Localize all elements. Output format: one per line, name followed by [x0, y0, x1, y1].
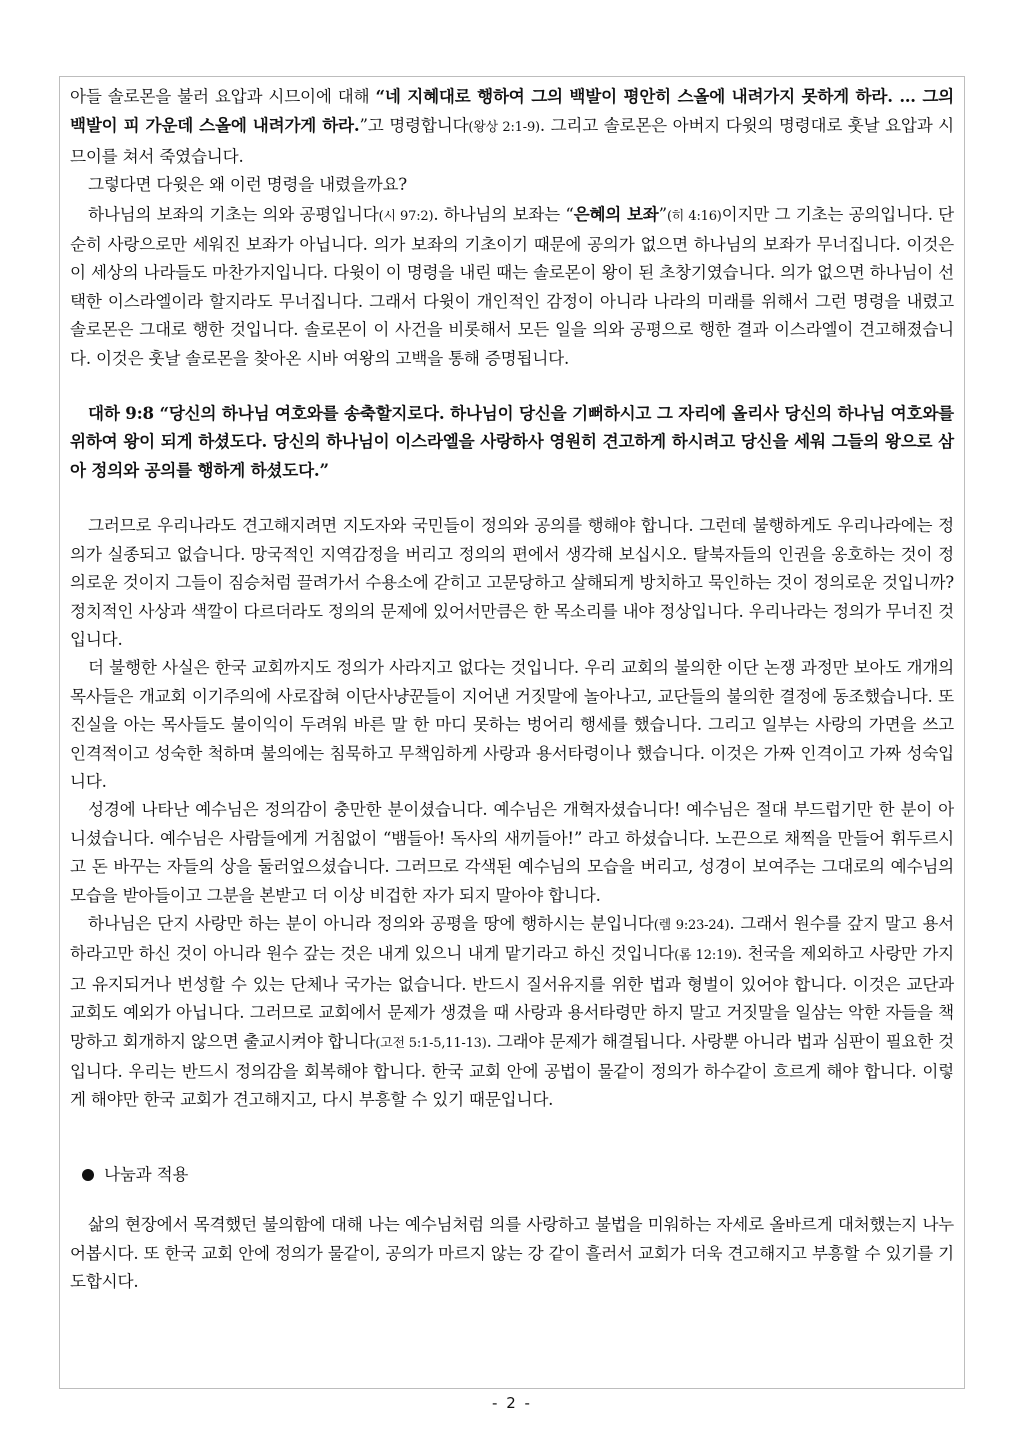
page-number: - 2 -: [492, 1394, 532, 1412]
section-body: 삶의 현장에서 목격했던 불의함에 대해 나는 예수님처럼 의를 사랑하고 불법을 미워하는 자세로 올바르게 대처했는지 나누어봅시다. 또 한국 교회 안에 정의가 물같이, 공의가 마르지 않는 강 같이 흘러서 교회가 더욱 견고해지고 부흥할 수 있기를 기도합시다.: [70, 1215, 954, 1292]
paragraph-6: 성경에 나타난 예수님은 정의감이 충만한 분이셨습니다. 예수님은 개혁자셨습니다! 예수님은 절대 부드럽기만 한 분이 아니셨습니다. 예수님은 사람들에게 거침없이 “뱀들아! 독사의 새끼들아!” 라고 하셨습니다. 노끈으로 채찍을 만들어 휘두르시고 돈 바꾸는 자들의 상을 둘러엎으셨습니다. 그러므로 각색된 예수님의 모습을 버리고, 성경이 보여주는 그대로의 예수님의 모습을 받아들이고 그분을 본받고 더 이상 비겁한 자가 되지 말아야 합니다.: [70, 800, 954, 905]
text: . 천국을 제외하고 사랑만 가지고 유지되거나 번성할 수 있는 단체나 국가는 없습니다. 반드시 질서유지를 위한 법과 형벌이 있어야 합니다. 이것은 교단과 교회도 예외가 아닙니다. 그러므로 교회에서 문제가 생겼을 때 사랑과 용서타령만 하지 말고 거짓말을 일삼는 악한 자들을 책망하고 회개하지 않으면 출교시켜야 합니다: [70, 944, 955, 1051]
text: 이지만 그 기초는 공의입니다. 단순히 사랑으로만 세워진 보좌가 아닙니다. 의가 보좌의 기초이기 때문에 공의가 없으면 하나님의 보좌가 무너집니다. 이것은 이 세상의 나라들도 마찬가지입니다. 다윗이 이 명령을 내린 때는 솔로몬이 왕이 된 초창기였습니다. 의가 없으면 하나님이 선택한 이스라엘이라 할지라도 무너집니다. 그래서 다윗이 개인적인 감정이 아니라 나라의 미래를 위해서 그런 명령을 내렸고 솔로몬은 그대로 행한 것입니다. 솔로몬이 이 사건을 비롯해서 모든 일을 의와 공평으로 행한 결과 이스라엘이 견고해졌습니다. 이것은 훗날 솔로몬을 찾아온 시바 여왕의 고백을 통해 증명됩니다.: [70, 204, 955, 368]
text: . 하나님의 보좌는 “: [433, 204, 574, 224]
emphasis-bold: 은혜의 보좌: [573, 203, 659, 224]
scripture-reference: (고전 5:1-5,11-13): [375, 1035, 487, 1051]
paragraph-2: 그렇다면 다윗은 왜 이런 명령을 내렸을까요?: [88, 175, 408, 195]
scripture-block-quote: 대하 9:8 “당신의 하나님 여호와를 송축할지로다. 하나님이 당신을 기뻐하시고 그 자리에 올리사 당신의 하나님 여호와를 위하여 왕이 되게 하셨도다. 당신의 하나님이 이스라엘을 사랑하사 영원히 견고하게 하시려고 당신을 세워 그들의 왕으로 삼아 정의와 공의를 행하게 하셨도다.”: [70, 403, 954, 480]
text: ”고 명령합니다: [359, 116, 469, 136]
text: 하나님은 단지 사랑만 하는 분이 아니라 정의와 공평을 땅에 행하시는 분입니다: [88, 913, 654, 933]
document-body: [70, 82, 954, 1296]
section-heading: [70, 1161, 954, 1189]
paragraph-4: 그러므로 우리나라도 견고해지려면 지도자와 국민들이 정의와 공의를 행해야 합니다. 그런데 불행하게도 우리나라에는 정의가 실종되고 없습니다. 망국적인 지역감정을 버리고 정의의 편에서 생각해 보십시오. 탈북자들의 인권을 옹호하는 것이 정의로운 것이지 그들이 짐승처럼 끌려가서 수용소에 갇히고 고문당하고 살해되게 방치하고 묵인하는 것이 정의로운 것입니까? 정치적인 사상과 색깔이 다르더라도 정의의 문제에 있어서만큼은 한 목소리를 내야 정상입니다. 우리나라는 정의가 무너진 것입니다.: [70, 516, 954, 649]
text: ”: [658, 204, 667, 224]
text: . 그래서 원수를 갚지 말고 용서하라고만 하신 것이 아니라 원수 갚는 것은 내게 있으니 내게 맡기라고 하신 것입니다: [70, 913, 954, 964]
scripture-quote-bold: “네 지혜대로 행하여 그의 백발이 평안히 스올에 내려가지 못하게 하라. … 그의 백발이 피 가운데 스올에 내려가게 하라.: [70, 86, 954, 136]
scripture-reference: (롬 12:19): [674, 948, 738, 964]
scripture-reference: (시 97:2): [378, 208, 434, 224]
paragraph-7: [70, 910, 954, 1115]
paragraph-1: [70, 82, 954, 171]
paragraph-5: 더 불행한 사실은 한국 교회까지도 정의가 사라지고 없다는 것입니다. 우리 교회의 불의한 이단 논쟁 과정만 보아도 개개의 목사들은 개교회 이기주의에 사로잡혀 이단사냥꾼들이 지어낸 거짓말에 놀아나고, 교단들의 불의한 결정에 동조했습니다. 또 진실을 아는 목사들도 불이익이 두려워 바른 말 한 마디 못하는 벙어리 행세를 했습니다. 그리고 일부는 사랑의 가면을 쓰고 인격적이고 성숙한 척하며 불의에는 침묵하고 무책임하게 사랑과 용서타령이나 했습니다. 이것은 가짜 인격이고 가짜 성숙입니다.: [70, 658, 954, 791]
scripture-reference: (히 4:16): [666, 208, 722, 224]
text: . 그리고 솔로몬은 아버지 다윗의 명령대로 훗날 요압과 시므이를 쳐서 죽였습니다.: [70, 116, 954, 166]
paragraph-3: [70, 200, 954, 373]
scripture-reference: (렘 9:23-24): [653, 917, 730, 933]
text: . 그래야 문제가 해결됩니다. 사랑뿐 아니라 법과 심판이 필요한 것입니다. 우리는 반드시 정의감을 회복해야 합니다. 한국 교회 안에 공법이 물같이 정의가 하수같이 흐르게 해야 합니다. 이렇게 해야만 한국 교회가 견고해지고, 다시 부흥할 수 있기 때문입니다.: [70, 1031, 955, 1110]
section-heading-label: 나눔과 적용: [104, 1164, 189, 1184]
text: 아들 솔로몬을 불러 요압과 시므이에 대해: [70, 87, 376, 106]
bullet-icon: [82, 1169, 94, 1181]
scripture-reference: (왕상 2:1-9): [468, 120, 540, 136]
text: 하나님의 보좌의 기초는 의와 공평입니다: [88, 204, 379, 224]
